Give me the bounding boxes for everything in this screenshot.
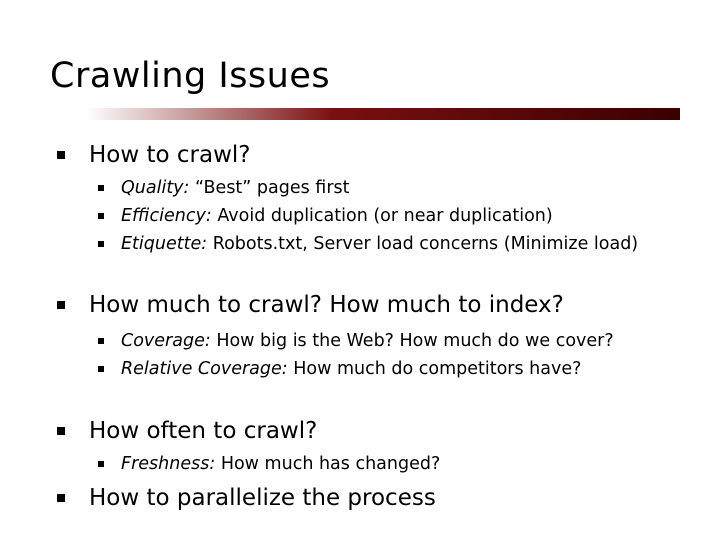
square-bullet-icon	[57, 301, 65, 309]
sub-bullet-text: “Best” pages first	[195, 178, 350, 198]
sub-bullet-separator: :	[209, 454, 221, 474]
sub-bullet-text: How much has changed?	[220, 454, 441, 474]
bullet-heading: How to crawl?	[89, 142, 251, 168]
sub-bullet-term: Quality	[121, 178, 184, 198]
slide-title: Crawling Issues	[50, 56, 331, 96]
square-bullet-icon	[57, 151, 65, 159]
sub-bullet-text: How much do competitors have?	[293, 359, 582, 379]
sub-bullet-separator: :	[183, 178, 196, 198]
square-bullet-icon	[57, 427, 65, 435]
sub-bullet-separator: :	[205, 206, 218, 226]
square-bullet-icon	[98, 338, 104, 344]
bullet-heading: How to parallelize the process	[89, 485, 436, 511]
sub-bullet-term: Relative Coverage	[121, 359, 282, 379]
sub-bullet-term: Coverage	[121, 331, 205, 351]
sub-bullet-term: Freshness	[121, 454, 210, 474]
sub-bullet-separator: :	[204, 331, 217, 351]
sub-bullet-text: Avoid duplication (or near duplication)	[217, 206, 553, 226]
bullet-heading: How much to crawl? How much to index?	[89, 292, 564, 318]
sub-bullet-term: Efficiency	[121, 206, 206, 226]
square-bullet-icon	[98, 366, 104, 372]
sub-bullet-term: Etiquette	[121, 234, 202, 254]
sub-bullet-text: Robots.txt, Server load concerns (Minimize load)	[212, 234, 639, 254]
square-bullet-icon	[98, 461, 104, 467]
bullet-heading: How often to crawl?	[89, 418, 318, 444]
square-bullet-icon	[98, 241, 104, 247]
title-underline-rule	[48, 108, 680, 120]
square-bullet-icon	[57, 494, 65, 502]
sub-bullet-separator: :	[281, 359, 294, 379]
sub-bullet-separator: :	[201, 234, 213, 254]
square-bullet-icon	[98, 213, 104, 219]
square-bullet-icon	[98, 185, 104, 191]
sub-bullet-text: How big is the Web? How much do we cover?	[216, 331, 614, 351]
